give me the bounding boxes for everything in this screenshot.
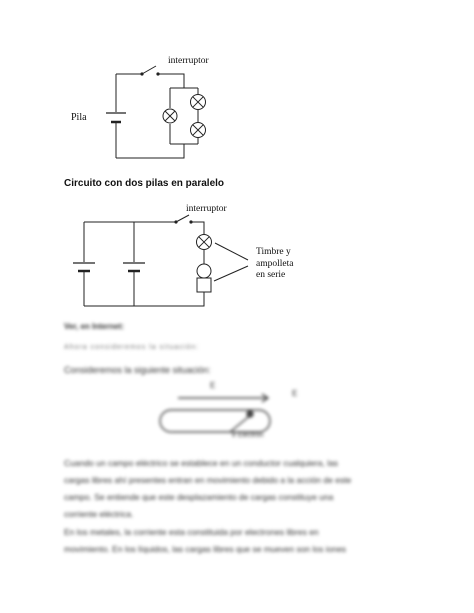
paragraph-2-line: movimiento. En los líquidos, las cargas libres que se mueven son los iones [64, 544, 347, 554]
paragraph-1-line: corriente eléctrica. [64, 509, 134, 519]
paragraph-2-line: En los metales, la corriente esta constituida por electrones libres en [64, 527, 319, 537]
annotation-line-3: en serie [256, 270, 286, 280]
paragraph-1-line: Cuando un campo eléctrico se establece en un conductor cualquiera, las [64, 458, 339, 468]
annotation-line-2: ampolleta [256, 258, 294, 269]
annotation-line-1: Timbre y [256, 247, 291, 257]
figure-side-label: E [292, 389, 298, 398]
blurred-paragraph-1 [64, 455, 351, 523]
figure-caption: e Electrón [232, 432, 264, 439]
paragraph-1-line: campo. Se entiende que este desplazamiento de cargas constituye una [64, 492, 334, 502]
blurred-line-3: Consideremos la siguiente situación: [64, 365, 211, 375]
section-heading: Circuito con dos pilas en paralelo [64, 178, 225, 189]
blurred-line-1: Ver, en Internet: [64, 322, 125, 331]
battery-label: Pila [71, 112, 87, 123]
blurred-line-2: Ahora consideremos la situación: [64, 344, 200, 351]
paragraph-1-line: cargas libres ahí presentes entran en movimiento debido a la acción de este [64, 475, 352, 485]
switch-label: interruptor [168, 56, 209, 66]
figure-arrow-label: E [210, 381, 216, 390]
switch2-label: interruptor [186, 204, 227, 214]
blurred-paragraph-2 [64, 524, 346, 558]
